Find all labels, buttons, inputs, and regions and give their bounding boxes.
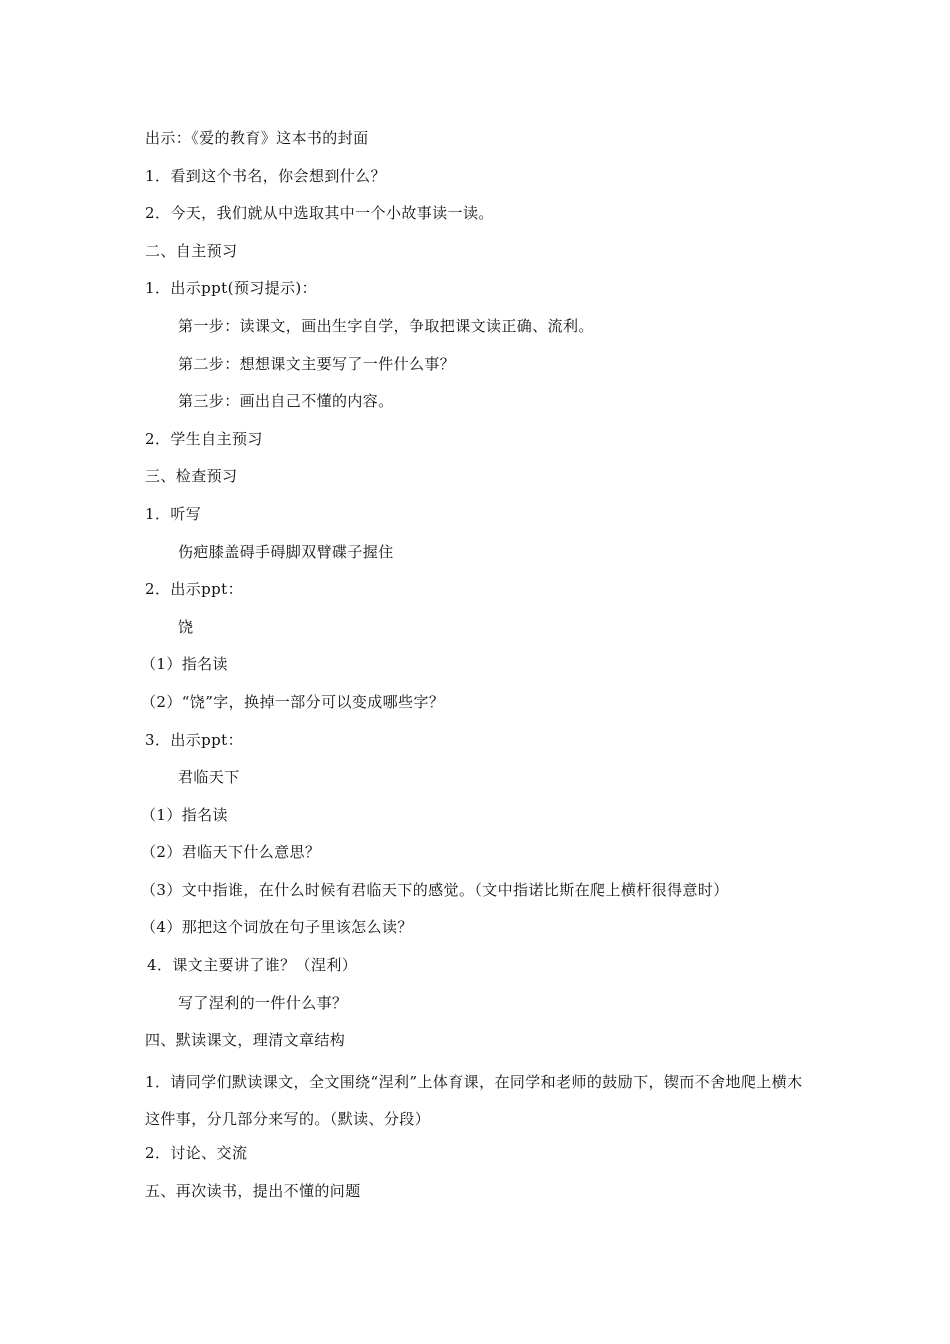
sub-item-line: （2）君临天下什么意思？ <box>141 843 321 862</box>
sub-item-line: （4）那把这个词放在句子里该怎么读？ <box>141 918 413 937</box>
step-line: 3．出示ppt： <box>145 730 243 749</box>
step-line: 1．听写 <box>145 504 202 523</box>
question-line: 1．看到这个书名，你会想到什么？ <box>145 166 386 185</box>
sub-item-line: （2）“饶”字，换掉一部分可以变成哪些字？ <box>141 692 445 711</box>
step-line: 2．学生自主预习 <box>145 429 263 448</box>
intro-line: 出示：《爱的教育》这本书的封面 <box>145 129 369 147</box>
indented-line: 君临天下 <box>178 768 240 787</box>
sub-item-line: （1）指名读 <box>141 805 228 824</box>
step-line: 2．出示ppt： <box>145 580 243 599</box>
indented-line: 写了涅利的一件什么事？ <box>178 993 348 1012</box>
section-heading: 五、再次读书，提出不懂的问题 <box>145 1181 361 1200</box>
question-line: 2．今天，我们就从中选取其中一个小故事读一读。 <box>145 204 494 223</box>
section-heading: 二、自主预习 <box>145 241 238 260</box>
section-heading: 四、默读课文，理清文章结构 <box>145 1031 346 1050</box>
step-line: 1．出示ppt(预习提示)： <box>145 279 318 298</box>
step-line: 4．课文主要讲了谁？（涅利） <box>147 956 358 975</box>
sub-item-line: （3）文中指谁，在什么时候有君临天下的感觉。（文中指诺比斯在爬上横杆很得意时） <box>141 880 729 899</box>
step-line: 2．讨论、交流 <box>145 1144 248 1163</box>
document-body <box>141 124 825 1214</box>
indented-line: 饶 <box>178 617 194 636</box>
indented-line: 第一步：读课文，画出生字自学，争取把课文读正确、流利。 <box>178 316 594 335</box>
indented-line: 第三步：画出自己不懂的内容。 <box>178 392 394 411</box>
sub-item-line: （1）指名读 <box>141 655 228 674</box>
paragraph-line: 1．请同学们默读课文，全文围绕“涅利”上体育课，在同学和老师的鼓励下，锲而不舍地爬上横木这件事，分几部分来写的。（默读、分段） <box>145 1072 803 1129</box>
indented-line: 伤疤膝盖碍手碍脚双臂碟子握住 <box>178 542 394 561</box>
section-heading: 三、检查预习 <box>145 467 238 486</box>
indented-line: 第二步：想想课文主要写了一件什么事？ <box>178 354 456 373</box>
